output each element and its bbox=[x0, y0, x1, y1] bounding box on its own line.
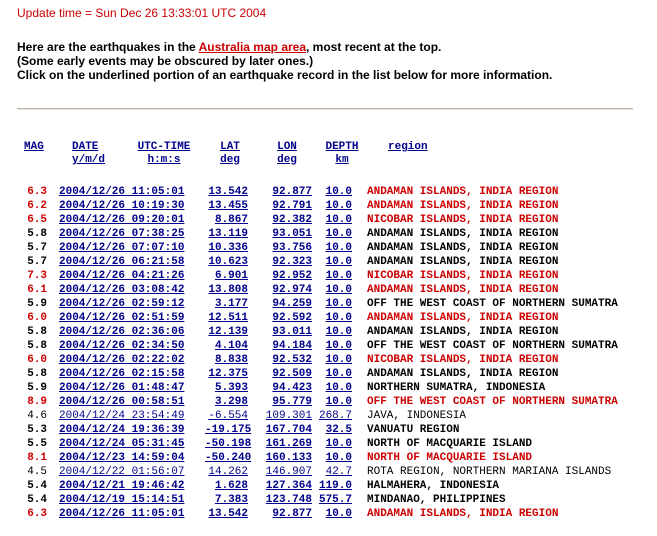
quake-region: OFF THE WEST COAST OF NORTHERN SUMATRA bbox=[367, 298, 618, 310]
col-region-header bbox=[388, 141, 428, 154]
quake-mag: 5.9 bbox=[27, 298, 47, 310]
quake-row bbox=[0, 283, 657, 297]
col-time-sub: h:m:s bbox=[147, 154, 181, 166]
quake-lon[interactable]: 92.532 bbox=[272, 354, 312, 366]
quake-lat[interactable]: -50.240 bbox=[205, 452, 252, 464]
quake-depth[interactable]: 10.0 bbox=[325, 396, 352, 408]
quake-lon[interactable]: 92.877 bbox=[272, 186, 312, 198]
quake-lon[interactable]: 160.133 bbox=[265, 452, 312, 464]
quake-region: NICOBAR ISLANDS, INDIA REGION bbox=[367, 270, 559, 282]
quake-region: NICOBAR ISLANDS, INDIA REGION bbox=[367, 354, 559, 366]
quake-region: ANDAMAN ISLANDS, INDIA REGION bbox=[367, 186, 559, 198]
quake-region: ANDAMAN ISLANDS, INDIA REGION bbox=[367, 200, 559, 212]
quake-row bbox=[0, 409, 657, 423]
quake-mag: 4.6 bbox=[27, 410, 47, 422]
quake-row bbox=[0, 437, 657, 451]
quake-lat[interactable]: 5.393 bbox=[214, 382, 248, 394]
quake-lat[interactable]: -6.554 bbox=[208, 410, 248, 422]
quake-lon[interactable]: 127.364 bbox=[265, 480, 312, 492]
quake-lon[interactable]: 109.301 bbox=[265, 410, 312, 422]
quake-mag: 5.8 bbox=[27, 340, 47, 352]
quake-lat[interactable]: 8.867 bbox=[214, 214, 248, 226]
quake-mag: 8.9 bbox=[27, 396, 47, 408]
quake-mag: 5.4 bbox=[27, 494, 47, 506]
quake-mag: 4.5 bbox=[27, 466, 47, 478]
intro-post: , most recent at the top. bbox=[306, 40, 442, 54]
quake-depth[interactable]: 32.5 bbox=[325, 424, 352, 436]
quake-lon[interactable]: 93.756 bbox=[272, 242, 312, 254]
quake-mag: 5.8 bbox=[27, 326, 47, 338]
quake-lon[interactable]: 93.011 bbox=[272, 326, 312, 338]
quake-lat[interactable]: 13.119 bbox=[208, 228, 248, 240]
quake-region: ANDAMAN ISLANDS, INDIA REGION bbox=[367, 256, 559, 268]
col-depth-header bbox=[324, 141, 360, 167]
col-lon-sub: deg bbox=[277, 154, 297, 166]
quake-depth[interactable]: 10.0 bbox=[325, 242, 352, 254]
quake-region: ANDAMAN ISLANDS, INDIA REGION bbox=[367, 368, 559, 380]
quake-lat[interactable]: 10.623 bbox=[208, 256, 248, 268]
quake-row bbox=[0, 269, 657, 283]
quake-lon[interactable]: 92.509 bbox=[272, 368, 312, 380]
quake-lon[interactable]: 92.382 bbox=[272, 214, 312, 226]
col-lat-label: LAT bbox=[220, 141, 240, 153]
quake-date-time-link[interactable]: 2004/12/26 02:34:50 bbox=[59, 340, 185, 352]
quake-date-time-link[interactable]: 2004/12/26 09:20:01 bbox=[59, 214, 185, 226]
quake-row bbox=[0, 339, 657, 353]
quake-mag: 5.3 bbox=[27, 424, 47, 436]
quake-mag: 6.0 bbox=[27, 312, 47, 324]
quake-mag: 5.8 bbox=[27, 228, 47, 240]
quake-depth[interactable]: 10.0 bbox=[325, 200, 352, 212]
intro-line-3: Click on the underlined portion of an earthquake record in the list below for more information. bbox=[17, 68, 553, 82]
quake-lat[interactable]: -19.175 bbox=[205, 424, 252, 436]
quake-region: VANUATU REGION bbox=[367, 424, 460, 436]
quake-row bbox=[0, 493, 657, 507]
quake-lon[interactable]: 93.051 bbox=[272, 228, 312, 240]
quake-mag: 5.4 bbox=[27, 480, 47, 492]
quake-row bbox=[0, 353, 657, 367]
quake-depth[interactable]: 10.0 bbox=[325, 368, 352, 380]
quake-region: ANDAMAN ISLANDS, INDIA REGION bbox=[367, 228, 559, 240]
quake-lat[interactable]: 13.542 bbox=[208, 508, 248, 520]
quake-date-time-link[interactable]: 2004/12/26 02:22:02 bbox=[59, 354, 185, 366]
quake-lon[interactable]: 123.748 bbox=[265, 494, 312, 506]
quake-depth[interactable]: 10.0 bbox=[325, 340, 352, 352]
quake-row bbox=[0, 451, 657, 465]
quake-lon[interactable]: 167.704 bbox=[265, 424, 312, 436]
quake-mag: 5.8 bbox=[27, 368, 47, 380]
quake-date-time-link[interactable]: 2004/12/26 03:08:42 bbox=[59, 284, 185, 296]
quake-depth[interactable]: 10.0 bbox=[325, 284, 352, 296]
quake-lat[interactable]: 13.542 bbox=[208, 186, 248, 198]
quake-lat[interactable]: 10.336 bbox=[208, 242, 248, 254]
quake-lat[interactable]: 7.383 bbox=[214, 494, 248, 506]
quake-lon[interactable]: 92.877 bbox=[272, 508, 312, 520]
quake-lon[interactable]: 95.779 bbox=[272, 396, 312, 408]
quake-depth[interactable]: 268.7 bbox=[318, 410, 352, 422]
quake-region: OFF THE WEST COAST OF NORTHERN SUMATRA bbox=[367, 340, 618, 352]
quake-mag: 5.7 bbox=[27, 256, 47, 268]
quake-row bbox=[0, 255, 657, 269]
quake-date-time-link[interactable]: 2004/12/26 10:19:30 bbox=[59, 200, 185, 212]
quake-mag: 6.0 bbox=[27, 354, 47, 366]
quake-region: ANDAMAN ISLANDS, INDIA REGION bbox=[367, 242, 559, 254]
quake-depth[interactable]: 10.0 bbox=[325, 214, 352, 226]
quake-lat[interactable]: 3.177 bbox=[214, 298, 248, 310]
quake-lat[interactable]: 6.901 bbox=[214, 270, 248, 282]
quake-date-time-link[interactable]: 2004/12/26 07:07:10 bbox=[59, 242, 185, 254]
quake-mag: 8.1 bbox=[27, 452, 47, 464]
quake-date-time-link[interactable]: 2004/12/24 19:36:39 bbox=[59, 424, 185, 436]
intro-line-2: (Some early events may be obscured by later ones.) bbox=[17, 54, 314, 68]
quake-region: MINDANAO, PHILIPPINES bbox=[367, 494, 506, 506]
quake-date-time-link[interactable]: 2004/12/26 11:05:01 bbox=[59, 508, 185, 520]
intro-line-1 bbox=[17, 40, 552, 54]
quake-lat[interactable]: 8.838 bbox=[214, 354, 248, 366]
quake-lat[interactable]: 13.455 bbox=[208, 200, 248, 212]
quake-date-time-link[interactable]: 2004/12/24 05:31:45 bbox=[59, 438, 185, 450]
quake-mag: 5.5 bbox=[27, 438, 47, 450]
quake-depth[interactable]: 10.0 bbox=[325, 452, 352, 464]
col-date-label: DATE bbox=[72, 141, 99, 153]
quake-depth[interactable]: 10.0 bbox=[325, 508, 352, 520]
quake-date-time-link[interactable]: 2004/12/26 02:51:59 bbox=[59, 312, 185, 324]
quake-region: ANDAMAN ISLANDS, INDIA REGION bbox=[367, 312, 559, 324]
quake-lon[interactable]: 94.259 bbox=[272, 298, 312, 310]
quake-region: ANDAMAN ISLANDS, INDIA REGION bbox=[367, 326, 559, 338]
quake-date-time-link[interactable]: 2004/12/26 02:15:58 bbox=[59, 368, 185, 380]
quake-row bbox=[0, 325, 657, 339]
quake-lon[interactable]: 92.592 bbox=[272, 312, 312, 324]
quake-date-time-link[interactable]: 2004/12/26 02:59:12 bbox=[59, 298, 185, 310]
quake-lon[interactable]: 92.323 bbox=[272, 256, 312, 268]
quake-lon[interactable]: 94.423 bbox=[272, 382, 312, 394]
quake-lon[interactable]: 94.184 bbox=[272, 340, 312, 352]
divider bbox=[17, 108, 633, 110]
quake-date-time-link[interactable]: 2004/12/26 06:21:58 bbox=[59, 256, 185, 268]
col-depth-sub: km bbox=[335, 154, 349, 166]
col-lon-label: LON bbox=[277, 141, 297, 153]
col-depth-label: DEPTH bbox=[325, 141, 359, 153]
quake-region: ANDAMAN ISLANDS, INDIA REGION bbox=[367, 284, 559, 296]
quake-region: NICOBAR ISLANDS, INDIA REGION bbox=[367, 214, 559, 226]
quake-date-time-link[interactable]: 2004/12/24 23:54:49 bbox=[59, 410, 185, 422]
australia-map-link[interactable]: Australia map area bbox=[198, 40, 307, 54]
quake-row bbox=[0, 479, 657, 493]
quake-lat[interactable]: 13.808 bbox=[208, 284, 248, 296]
quake-row bbox=[0, 227, 657, 241]
quake-lat[interactable]: 4.104 bbox=[214, 340, 248, 352]
quake-row bbox=[0, 185, 657, 199]
quake-row bbox=[0, 297, 657, 311]
quake-region: NORTH OF MACQUARIE ISLAND bbox=[367, 452, 533, 464]
quake-date-time-link[interactable]: 2004/12/26 01:48:47 bbox=[59, 382, 185, 394]
quake-row bbox=[0, 241, 657, 255]
col-date-sub: y/m/d bbox=[72, 154, 106, 166]
col-mag-header bbox=[24, 141, 44, 154]
quake-row bbox=[0, 213, 657, 227]
quake-mag: 6.5 bbox=[27, 214, 47, 226]
quake-date-time-link[interactable]: 2004/12/19 15:14:51 bbox=[59, 494, 185, 506]
quake-mag: 6.3 bbox=[27, 186, 47, 198]
quake-row bbox=[0, 199, 657, 213]
quake-row bbox=[0, 367, 657, 381]
quake-depth[interactable]: 575.7 bbox=[318, 494, 352, 506]
quake-depth[interactable]: 10.0 bbox=[325, 312, 352, 324]
quake-depth[interactable]: 42.7 bbox=[325, 466, 352, 478]
quake-row bbox=[0, 507, 657, 521]
quake-lat[interactable]: 12.511 bbox=[208, 312, 248, 324]
quake-date-time-link[interactable]: 2004/12/26 00:58:51 bbox=[59, 396, 185, 408]
quake-mag: 6.1 bbox=[27, 284, 47, 296]
quake-date-time-link[interactable]: 2004/12/26 11:05:01 bbox=[59, 186, 185, 198]
col-lat-header bbox=[218, 141, 242, 167]
quake-row bbox=[0, 395, 657, 409]
quake-row bbox=[0, 423, 657, 437]
quake-lat[interactable]: 3.298 bbox=[214, 396, 248, 408]
quake-row bbox=[0, 465, 657, 479]
col-date-header bbox=[72, 141, 105, 167]
col-time-label: UTC-TIME bbox=[137, 141, 191, 153]
quake-mag: 6.2 bbox=[27, 200, 47, 212]
quake-depth[interactable]: 119.0 bbox=[318, 480, 352, 492]
quake-region: JAVA, INDONESIA bbox=[367, 410, 467, 422]
quake-region: ROTA REGION, NORTHERN MARIANA ISLANDS bbox=[367, 466, 612, 478]
quake-lat[interactable]: 12.139 bbox=[208, 326, 248, 338]
quake-depth[interactable]: 10.0 bbox=[325, 382, 352, 394]
quake-region: ANDAMAN ISLANDS, INDIA REGION bbox=[367, 508, 559, 520]
col-lat-sub: deg bbox=[220, 154, 240, 166]
quake-lat[interactable]: 1.628 bbox=[214, 480, 248, 492]
quake-lon[interactable]: 92.952 bbox=[272, 270, 312, 282]
quake-date-time-link[interactable]: 2004/12/21 19:46:42 bbox=[59, 480, 185, 492]
quake-lon[interactable]: 92.974 bbox=[272, 284, 312, 296]
quake-date-time-link[interactable]: 2004/12/26 04:21:26 bbox=[59, 270, 185, 282]
quake-lon[interactable]: 92.791 bbox=[272, 200, 312, 212]
quake-date-time-link[interactable]: 2004/12/26 02:36:06 bbox=[59, 326, 185, 338]
col-mag-label: MAG bbox=[24, 141, 44, 153]
quake-mag: 5.7 bbox=[27, 242, 47, 254]
quake-depth[interactable]: 10.0 bbox=[325, 270, 352, 282]
quake-depth[interactable]: 10.0 bbox=[325, 354, 352, 366]
quake-depth[interactable]: 10.0 bbox=[325, 298, 352, 310]
col-region-label: region bbox=[388, 141, 428, 153]
quake-region: OFF THE WEST COAST OF NORTHERN SUMATRA bbox=[367, 396, 618, 408]
quake-lat[interactable]: 12.375 bbox=[208, 368, 248, 380]
quake-depth[interactable]: 10.0 bbox=[325, 256, 352, 268]
update-time: Update time = Sun Dec 26 13:33:01 UTC 2004 bbox=[17, 6, 267, 20]
quake-row bbox=[0, 311, 657, 325]
col-lon-header bbox=[275, 141, 299, 167]
quake-mag: 5.9 bbox=[27, 382, 47, 394]
quake-region: NORTH OF MACQUARIE ISLAND bbox=[367, 438, 533, 450]
quake-depth[interactable]: 10.0 bbox=[325, 186, 352, 198]
quake-mag: 6.3 bbox=[27, 508, 47, 520]
quake-region: NORTHERN SUMATRA, INDONESIA bbox=[367, 382, 546, 394]
intro-text bbox=[17, 40, 552, 82]
quake-date-time-link[interactable]: 2004/12/22 01:56:07 bbox=[59, 466, 185, 478]
quake-lon[interactable]: 161.269 bbox=[265, 438, 312, 450]
quake-depth[interactable]: 10.0 bbox=[325, 326, 352, 338]
quake-depth[interactable]: 10.0 bbox=[325, 438, 352, 450]
quake-lon[interactable]: 146.907 bbox=[265, 466, 312, 478]
quake-date-time-link[interactable]: 2004/12/26 07:38:25 bbox=[59, 228, 185, 240]
col-time-header bbox=[136, 141, 192, 167]
quake-mag: 7.3 bbox=[27, 270, 47, 282]
quake-row bbox=[0, 381, 657, 395]
quake-date-time-link[interactable]: 2004/12/23 14:59:04 bbox=[59, 452, 185, 464]
intro-pre: Here are the earthquakes in the bbox=[17, 40, 199, 54]
quake-lat[interactable]: 14.262 bbox=[208, 466, 248, 478]
quake-depth[interactable]: 10.0 bbox=[325, 228, 352, 240]
quake-lat[interactable]: -50.198 bbox=[205, 438, 252, 450]
quake-region: HALMAHERA, INDONESIA bbox=[367, 480, 500, 492]
